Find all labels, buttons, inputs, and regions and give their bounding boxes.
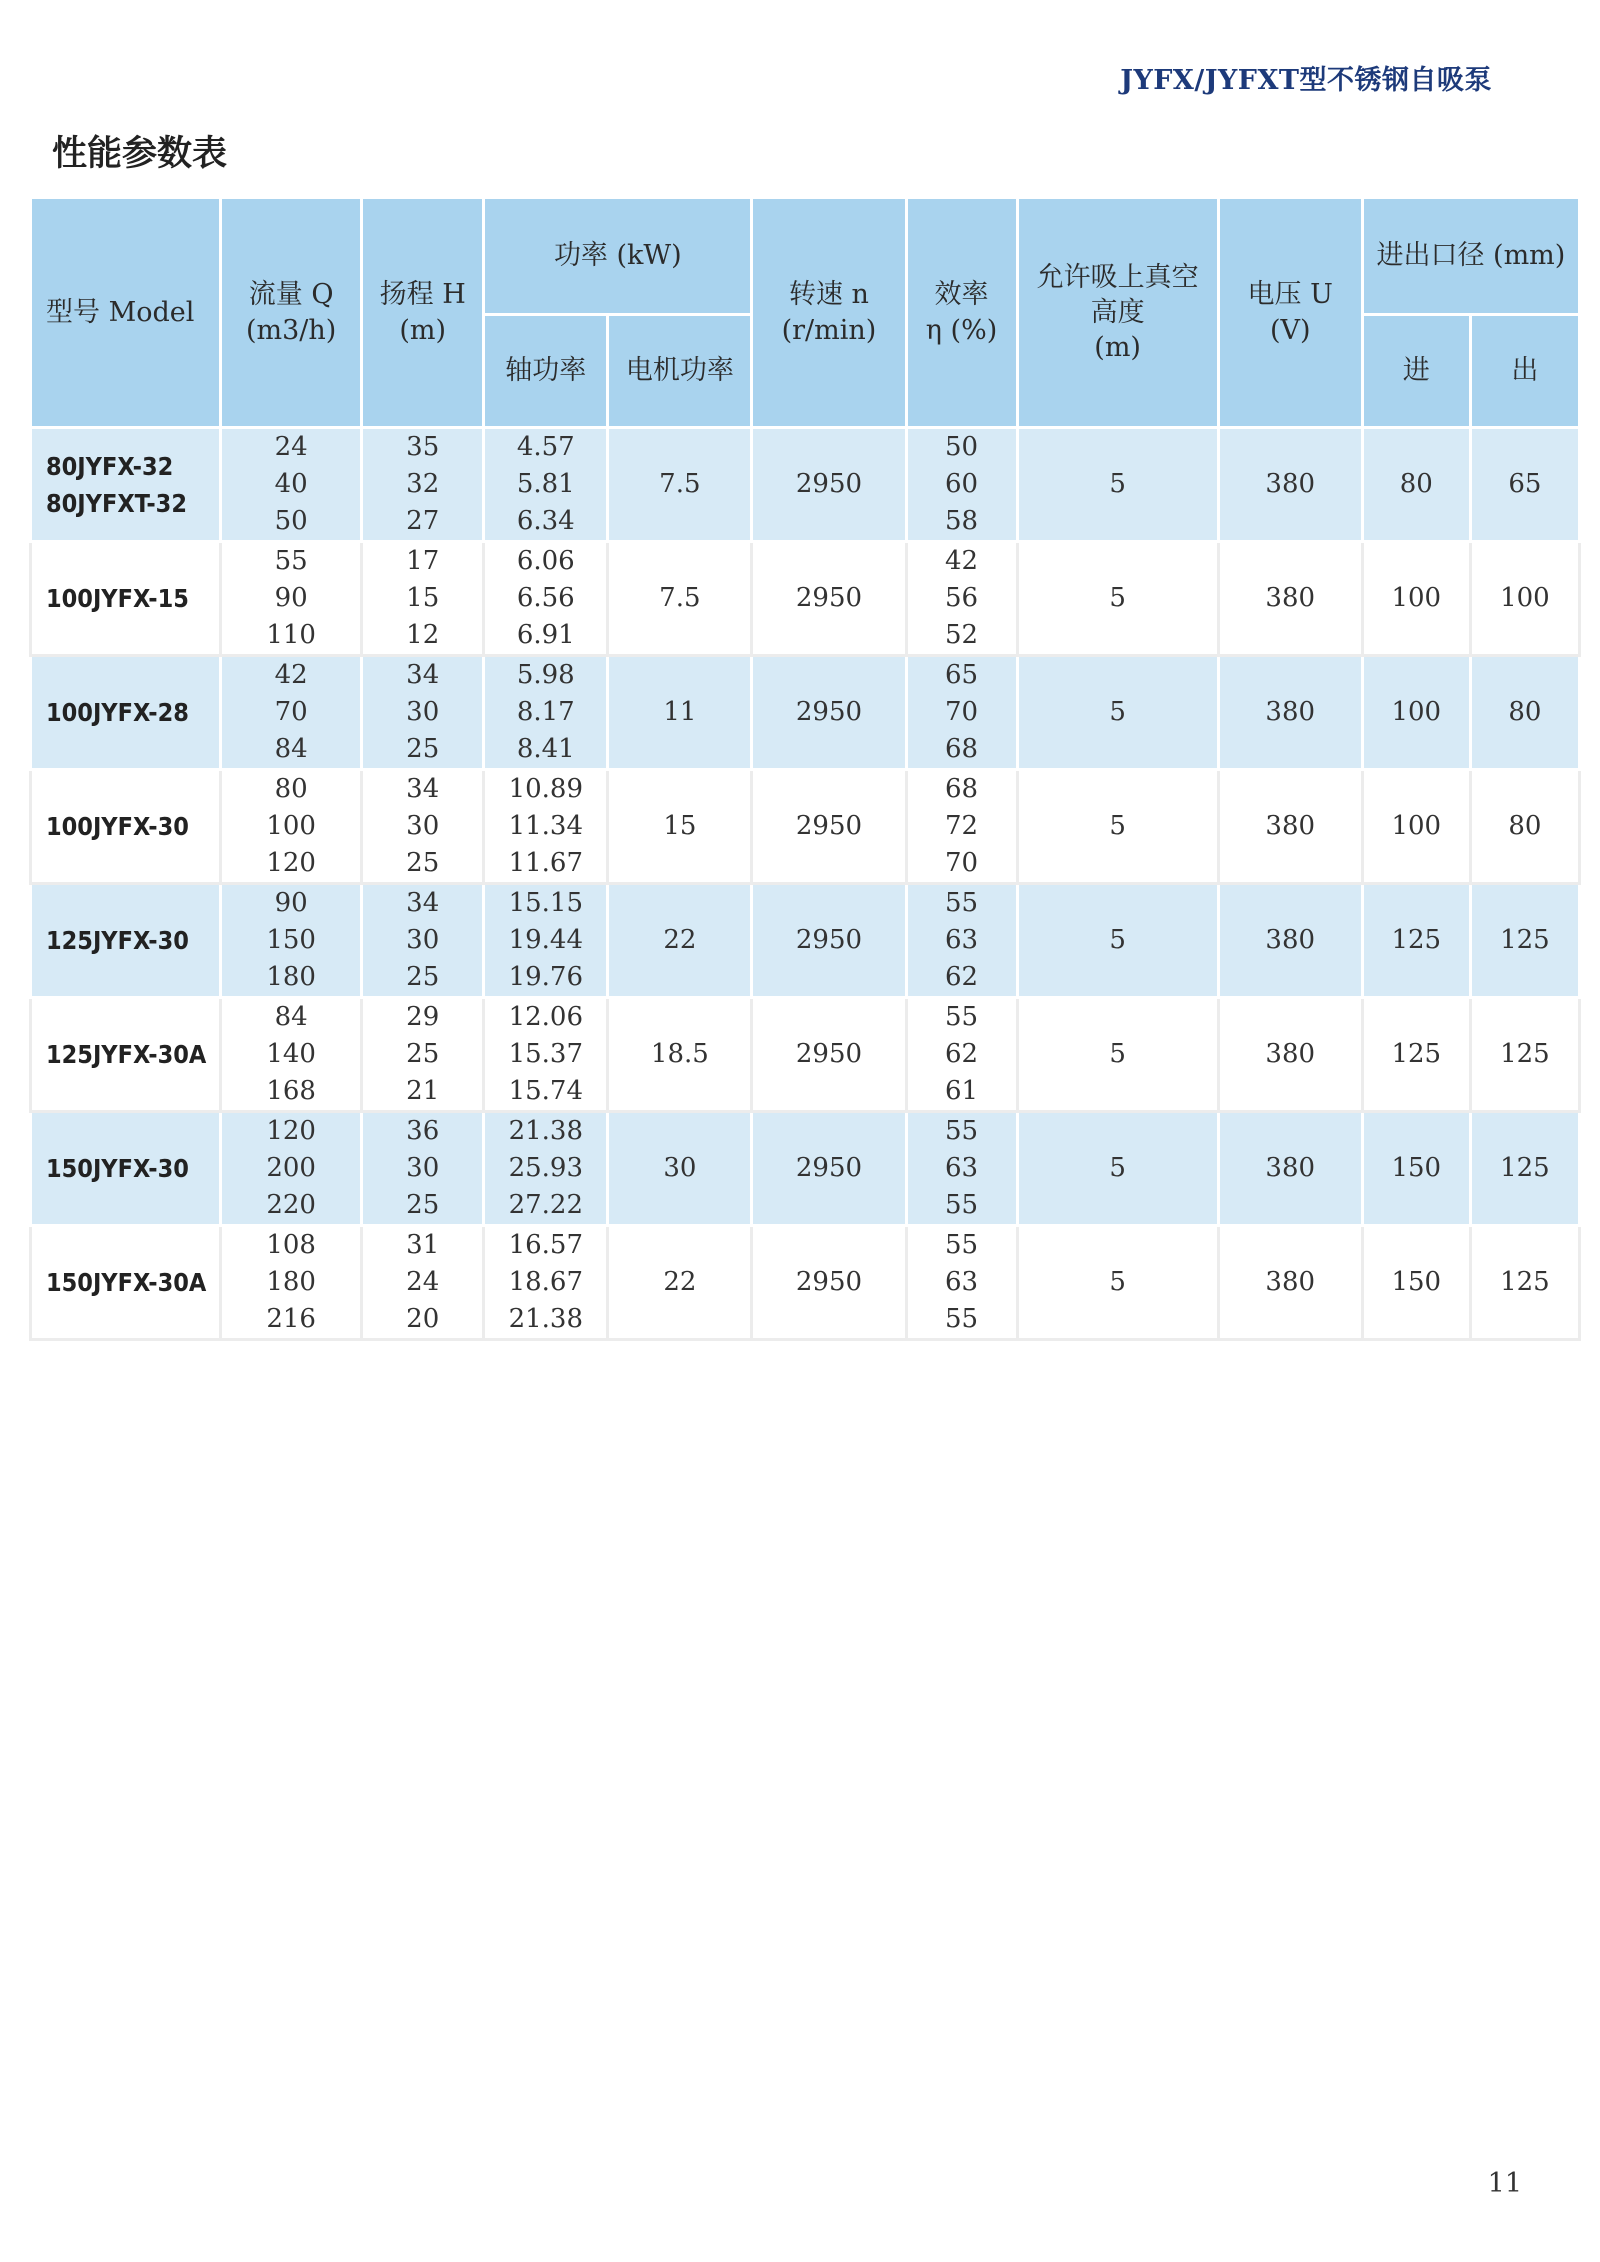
cell-shaft-power xyxy=(484,1112,608,1226)
value-line: 8.41 xyxy=(516,734,575,764)
value-line: 27.22 xyxy=(508,1190,583,1220)
value-line: 180 xyxy=(266,1267,316,1297)
cell-head xyxy=(362,542,484,656)
value-line: 42 xyxy=(944,546,979,576)
value-line: 61 xyxy=(944,1076,979,1106)
cell-speed: 2950 xyxy=(752,428,906,542)
header-shaft-power: 轴功率 xyxy=(484,315,608,428)
value-line: 19.76 xyxy=(508,962,583,992)
value-line: 70 xyxy=(274,697,308,727)
cell-model xyxy=(31,428,221,542)
table-row xyxy=(31,1226,1580,1340)
value-line: 30 xyxy=(406,1153,440,1183)
page-number: 11 xyxy=(1487,2168,1522,2199)
header-power: 功率 (kW) xyxy=(484,198,752,315)
cell-speed: 2950 xyxy=(752,1226,906,1340)
value-line: 36 xyxy=(406,1116,440,1146)
cell-flow xyxy=(221,770,362,884)
cell-inlet: 100 xyxy=(1362,656,1470,770)
value-line: 62 xyxy=(944,962,979,992)
cell-motor-power: 30 xyxy=(608,1112,752,1226)
cell-inlet: 150 xyxy=(1362,1112,1470,1226)
cell-motor-power: 18.5 xyxy=(608,998,752,1112)
cell-model xyxy=(31,770,221,884)
value-line: 60 xyxy=(944,469,979,499)
header-motor-power: 电机功率 xyxy=(608,315,752,428)
cell-shaft-power xyxy=(484,542,608,656)
value-line: 84 xyxy=(274,734,308,764)
cell-outlet: 125 xyxy=(1470,998,1579,1112)
value-line: 11.67 xyxy=(508,848,583,878)
cell-speed: 2950 xyxy=(752,542,906,656)
cell-inlet: 150 xyxy=(1362,1226,1470,1340)
cell-model xyxy=(31,1226,221,1340)
header-efficiency: 效率 η (%) xyxy=(906,198,1017,428)
performance-table xyxy=(29,196,1581,1341)
value-line: 31 xyxy=(406,1230,440,1260)
cell-model xyxy=(31,656,221,770)
cell-speed: 2950 xyxy=(752,884,906,998)
cell-shaft-power xyxy=(484,428,608,542)
value-line: 150 xyxy=(266,925,316,955)
model-name: 80JYFXT-32 xyxy=(46,488,187,518)
value-line: 6.06 xyxy=(516,546,575,576)
cell-shaft-power xyxy=(484,770,608,884)
model-name: 100JYFX-30 xyxy=(46,812,189,841)
value-line: 35 xyxy=(406,432,440,462)
value-line: 62 xyxy=(944,1039,979,1069)
value-line: 25 xyxy=(406,1190,440,1220)
cell-outlet: 125 xyxy=(1470,1226,1579,1340)
cell-inlet: 100 xyxy=(1362,542,1470,656)
value-line: 12 xyxy=(406,620,440,650)
cell-efficiency xyxy=(906,542,1017,656)
cell-voltage: 380 xyxy=(1218,770,1362,884)
cell-shaft-power xyxy=(484,656,608,770)
value-line: 168 xyxy=(266,1076,316,1106)
value-line: 27 xyxy=(406,506,440,536)
model-name: 100JYFX-15 xyxy=(46,584,189,613)
table-row xyxy=(31,998,1580,1112)
cell-suction: 5 xyxy=(1017,656,1218,770)
cell-efficiency xyxy=(906,428,1017,542)
cell-motor-power: 7.5 xyxy=(608,542,752,656)
value-line: 25 xyxy=(406,962,440,992)
cell-efficiency xyxy=(906,770,1017,884)
cell-model xyxy=(31,884,221,998)
value-line: 11.34 xyxy=(508,811,583,841)
cell-motor-power: 7.5 xyxy=(608,428,752,542)
value-line: 58 xyxy=(944,506,979,536)
value-line: 68 xyxy=(944,734,979,764)
cell-voltage: 380 xyxy=(1218,428,1362,542)
value-line: 55 xyxy=(944,1002,979,1032)
value-line: 56 xyxy=(944,583,979,613)
value-line: 55 xyxy=(944,1230,979,1260)
cell-suction: 5 xyxy=(1017,542,1218,656)
model-name: 125JYFX-30 xyxy=(46,926,189,955)
value-line: 120 xyxy=(266,848,316,878)
value-line: 25 xyxy=(406,734,440,764)
table-row xyxy=(31,656,1580,770)
value-line: 6.34 xyxy=(516,506,575,536)
cell-head xyxy=(362,770,484,884)
value-line: 21.38 xyxy=(508,1116,583,1146)
value-line: 100 xyxy=(266,811,316,841)
header-diameter: 进出口径 (mm) xyxy=(1362,198,1579,315)
value-line: 17 xyxy=(406,546,440,576)
value-line: 65 xyxy=(944,660,979,690)
value-line: 34 xyxy=(406,660,440,690)
header-voltage: 电压 U (V) xyxy=(1218,198,1362,428)
value-line: 52 xyxy=(944,620,979,650)
cell-suction: 5 xyxy=(1017,428,1218,542)
cell-shaft-power xyxy=(484,998,608,1112)
cell-outlet: 80 xyxy=(1470,656,1579,770)
value-line: 84 xyxy=(274,1002,308,1032)
running-header: JYFX/JYFXT型不锈钢自吸泵 xyxy=(1120,65,1492,96)
cell-efficiency xyxy=(906,1112,1017,1226)
value-line: 120 xyxy=(266,1116,316,1146)
cell-flow xyxy=(221,998,362,1112)
cell-flow xyxy=(221,542,362,656)
cell-suction: 5 xyxy=(1017,1226,1218,1340)
table-row xyxy=(31,884,1580,998)
cell-motor-power: 15 xyxy=(608,770,752,884)
value-line: 25.93 xyxy=(508,1153,583,1183)
cell-inlet: 100 xyxy=(1362,770,1470,884)
cell-voltage: 380 xyxy=(1218,884,1362,998)
cell-motor-power: 22 xyxy=(608,1226,752,1340)
cell-efficiency xyxy=(906,1226,1017,1340)
value-line: 63 xyxy=(944,1267,979,1297)
header-inlet: 进 xyxy=(1362,315,1470,428)
value-line: 80 xyxy=(274,774,308,804)
value-line: 30 xyxy=(406,697,440,727)
cell-outlet: 125 xyxy=(1470,1112,1579,1226)
cell-head xyxy=(362,428,484,542)
value-line: 220 xyxy=(266,1190,316,1220)
cell-inlet: 125 xyxy=(1362,884,1470,998)
value-line: 50 xyxy=(274,506,308,536)
cell-suction: 5 xyxy=(1017,770,1218,884)
header-model: 型号 Model xyxy=(31,198,221,428)
value-line: 63 xyxy=(944,1153,979,1183)
value-line: 90 xyxy=(274,888,308,918)
cell-speed: 2950 xyxy=(752,770,906,884)
value-line: 20 xyxy=(406,1304,440,1334)
value-line: 55 xyxy=(944,1116,979,1146)
cell-shaft-power xyxy=(484,884,608,998)
value-line: 72 xyxy=(944,811,979,841)
cell-outlet: 65 xyxy=(1470,428,1579,542)
cell-model xyxy=(31,1112,221,1226)
value-line: 110 xyxy=(266,620,316,650)
value-line: 25 xyxy=(406,1039,440,1069)
table-body xyxy=(31,428,1580,1340)
cell-voltage: 380 xyxy=(1218,656,1362,770)
value-line: 15 xyxy=(406,583,440,613)
value-line: 30 xyxy=(406,811,440,841)
cell-motor-power: 11 xyxy=(608,656,752,770)
value-line: 55 xyxy=(944,1190,979,1220)
cell-efficiency xyxy=(906,998,1017,1112)
value-line: 5.81 xyxy=(516,469,575,499)
header-flow: 流量 Q (m3/h) xyxy=(221,198,362,428)
cell-speed: 2950 xyxy=(752,1112,906,1226)
cell-speed: 2950 xyxy=(752,656,906,770)
table-row xyxy=(31,1112,1580,1226)
header-speed: 转速 n (r/min) xyxy=(752,198,906,428)
cell-head xyxy=(362,1226,484,1340)
value-line: 21 xyxy=(406,1076,440,1106)
value-line: 8.17 xyxy=(516,697,575,727)
cell-head xyxy=(362,656,484,770)
value-line: 24 xyxy=(274,432,308,462)
cell-head xyxy=(362,998,484,1112)
cell-voltage: 380 xyxy=(1218,542,1362,656)
value-line: 10.89 xyxy=(508,774,583,804)
value-line: 6.91 xyxy=(516,620,575,650)
value-line: 70 xyxy=(944,697,979,727)
value-line: 50 xyxy=(944,432,979,462)
value-line: 108 xyxy=(266,1230,316,1260)
cell-model xyxy=(31,542,221,656)
cell-motor-power: 22 xyxy=(608,884,752,998)
cell-outlet: 80 xyxy=(1470,770,1579,884)
header-head: 扬程 H (m) xyxy=(362,198,484,428)
cell-flow xyxy=(221,884,362,998)
value-line: 55 xyxy=(944,888,979,918)
cell-suction: 5 xyxy=(1017,884,1218,998)
value-line: 15.15 xyxy=(508,888,583,918)
cell-shaft-power xyxy=(484,1226,608,1340)
table-row xyxy=(31,428,1580,542)
header-suction: 允许吸上真空 高度 (m) xyxy=(1017,198,1218,428)
value-line: 140 xyxy=(266,1039,316,1069)
value-line: 40 xyxy=(274,469,308,499)
value-line: 34 xyxy=(406,888,440,918)
table-row xyxy=(31,770,1580,884)
value-line: 19.44 xyxy=(508,925,583,955)
value-line: 29 xyxy=(406,1002,440,1032)
cell-voltage: 380 xyxy=(1218,998,1362,1112)
cell-flow xyxy=(221,656,362,770)
model-name: 125JYFX-30A xyxy=(46,1040,207,1069)
cell-flow xyxy=(221,428,362,542)
model-name: 150JYFX-30 xyxy=(46,1154,189,1183)
value-line: 32 xyxy=(406,469,440,499)
cell-head xyxy=(362,1112,484,1226)
cell-efficiency xyxy=(906,656,1017,770)
value-line: 55 xyxy=(944,1304,979,1334)
table-header xyxy=(31,198,1580,428)
value-line: 70 xyxy=(944,848,979,878)
header-outlet: 出 xyxy=(1470,315,1579,428)
value-line: 63 xyxy=(944,925,979,955)
section-title: 性能参数表 xyxy=(52,134,228,174)
cell-suction: 5 xyxy=(1017,998,1218,1112)
value-line: 4.57 xyxy=(516,432,575,462)
cell-inlet: 125 xyxy=(1362,998,1470,1112)
cell-model xyxy=(31,998,221,1112)
cell-inlet: 80 xyxy=(1362,428,1470,542)
value-line: 6.56 xyxy=(516,583,575,613)
cell-voltage: 380 xyxy=(1218,1226,1362,1340)
cell-speed: 2950 xyxy=(752,998,906,1112)
value-line: 15.37 xyxy=(508,1039,583,1069)
model-name: 100JYFX-28 xyxy=(46,698,189,727)
value-line: 68 xyxy=(944,774,979,804)
value-line: 55 xyxy=(274,546,308,576)
value-line: 12.06 xyxy=(508,1002,583,1032)
cell-flow xyxy=(221,1226,362,1340)
value-line: 25 xyxy=(406,848,440,878)
value-line: 15.74 xyxy=(508,1076,583,1106)
model-name: 80JYFX-32 xyxy=(46,451,174,481)
value-line: 34 xyxy=(406,774,440,804)
value-line: 200 xyxy=(266,1153,316,1183)
value-line: 90 xyxy=(274,583,308,613)
value-line: 18.67 xyxy=(508,1267,583,1297)
value-line: 42 xyxy=(274,660,308,690)
value-line: 24 xyxy=(406,1267,440,1297)
cell-outlet: 125 xyxy=(1470,884,1579,998)
cell-flow xyxy=(221,1112,362,1226)
value-line: 180 xyxy=(266,962,316,992)
table-row xyxy=(31,542,1580,656)
model-name: 150JYFX-30A xyxy=(46,1268,207,1297)
cell-head xyxy=(362,884,484,998)
cell-efficiency xyxy=(906,884,1017,998)
value-line: 30 xyxy=(406,925,440,955)
cell-suction: 5 xyxy=(1017,1112,1218,1226)
cell-voltage: 380 xyxy=(1218,1112,1362,1226)
value-line: 5.98 xyxy=(516,660,575,690)
value-line: 16.57 xyxy=(508,1230,583,1260)
value-line: 21.38 xyxy=(508,1304,583,1334)
value-line: 216 xyxy=(266,1304,316,1334)
cell-outlet: 100 xyxy=(1470,542,1579,656)
